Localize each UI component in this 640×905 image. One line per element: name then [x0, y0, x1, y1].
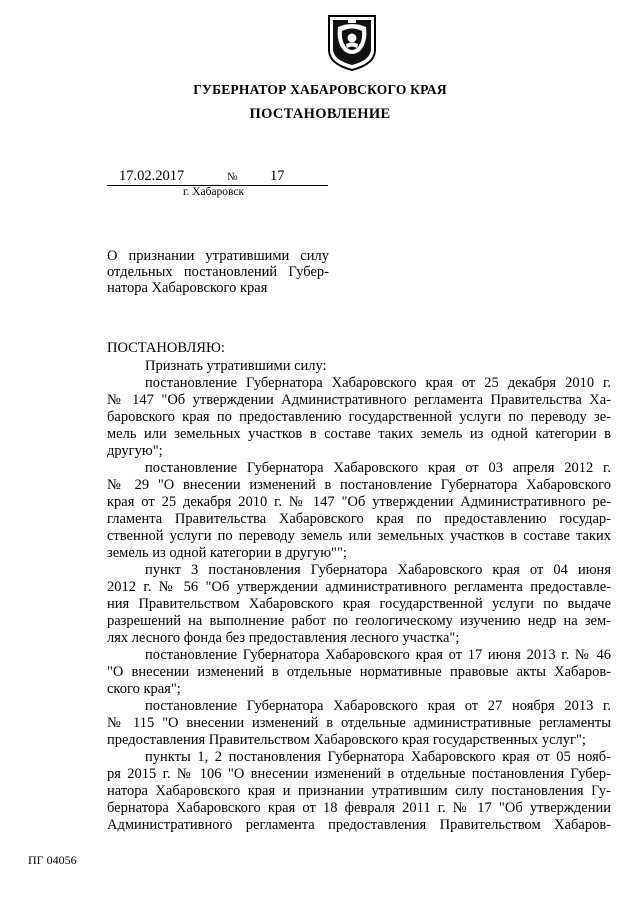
- issuer-title: ГУБЕРНАТОР ХАБАРОВСКОГО КРАЯ: [193, 82, 447, 97]
- body-line: лях лесного фонда без предоставления лесного участка";: [107, 630, 460, 646]
- body-line: бернатора Хабаровского края от 18 февраля 2011 г. № 17 "Об утверждении: [107, 800, 611, 816]
- body-line: баровского края по предоставлению государственной услуги по переводу зе-: [107, 409, 611, 425]
- body-line: другую";: [107, 443, 163, 459]
- body-line: № 115 "О внесении изменений в отдельные административные регламенты: [107, 715, 611, 731]
- body-line: Административного регламента предоставления Правительством Хабаров-: [107, 817, 611, 833]
- document-date: 17.02.2017: [119, 168, 185, 184]
- body-line: гламента Правительства Хабаровского края по предоставлению государ-: [107, 511, 611, 527]
- document-number: 17: [270, 168, 285, 184]
- body-line: пункты 1, 2 постановления Губернатора Хабаровского края от 05 нояб-: [145, 749, 611, 765]
- city-label: г. Хабаровск: [183, 186, 245, 198]
- body-line: разрешений на выполнение работ по геологическому изучению недр на зем-: [107, 613, 611, 629]
- subject-line: отдельных постановлений Губер-: [107, 264, 329, 280]
- body-line: ственной услуги по переводу земель или земельных участков в составе таких: [107, 528, 611, 544]
- subject-line: О признании утратившими силу: [107, 248, 329, 264]
- body-line: 2012 г. № 56 "Об утверждении административного регламента предоставле-: [107, 579, 611, 595]
- document-body: [107, 358, 611, 834]
- body-line: постановление Губернатора Хабаровского края от 17 июня 2013 г. № 46: [145, 647, 611, 663]
- number-sign: №: [227, 171, 238, 183]
- document-subject: [107, 248, 329, 296]
- body-line: ря 2015 г. № 106 "О внесении изменений в отдельные постановления Губер-: [107, 766, 611, 782]
- date-number-line: [107, 168, 328, 186]
- body-line: постановление Губернатора Хабаровского края от 03 апреля 2012 г.: [145, 460, 611, 476]
- body-line: № 147 "Об утверждении Административного регламента Правительства Ха-: [107, 392, 611, 408]
- footer-code: ПГ 04056: [28, 853, 77, 867]
- body-line: пункт 3 постановления Губернатора Хабаровского края от 04 июня: [145, 562, 611, 578]
- resolve-heading: ПОСТАНОВЛЯЮ:: [107, 340, 225, 356]
- body-line: ского края";: [107, 681, 181, 697]
- body-line: № 29 "О внесении изменений в постановление Губернатора Хабаровского: [107, 477, 611, 493]
- body-line: постановление Губернатора Хабаровского края от 25 декабря 2010 г.: [145, 375, 611, 391]
- body-line: ния Правительством Хабаровского края государственной услуги по выдаче: [107, 596, 611, 612]
- body-line: натора Хабаровского края и признании утратившим силу постановления Гу-: [107, 783, 611, 799]
- coat-of-arms-emblem: [327, 14, 377, 72]
- document-type: ПОСТАНОВЛЕНИЕ: [249, 106, 391, 122]
- body-line: края от 25 декабря 2010 г. № 147 "Об утверждении Административного ре-: [107, 494, 611, 510]
- subject-line: натора Хабаровского края: [107, 280, 268, 296]
- body-line: "О внесении изменений в отдельные нормативные правовые акты Хабаров-: [107, 664, 611, 680]
- body-line: земель из одной категории в другую"";: [107, 545, 347, 561]
- body-line: предоставления Правительством Хабаровского края государственных услуг";: [107, 732, 586, 748]
- body-line: постановление Губернатора Хабаровского края от 27 ноября 2013 г.: [145, 698, 611, 714]
- body-line: мель или земельных участков в составе таких земель из одной категории в: [107, 426, 611, 442]
- body-line: Признать утратившими силу:: [145, 358, 327, 374]
